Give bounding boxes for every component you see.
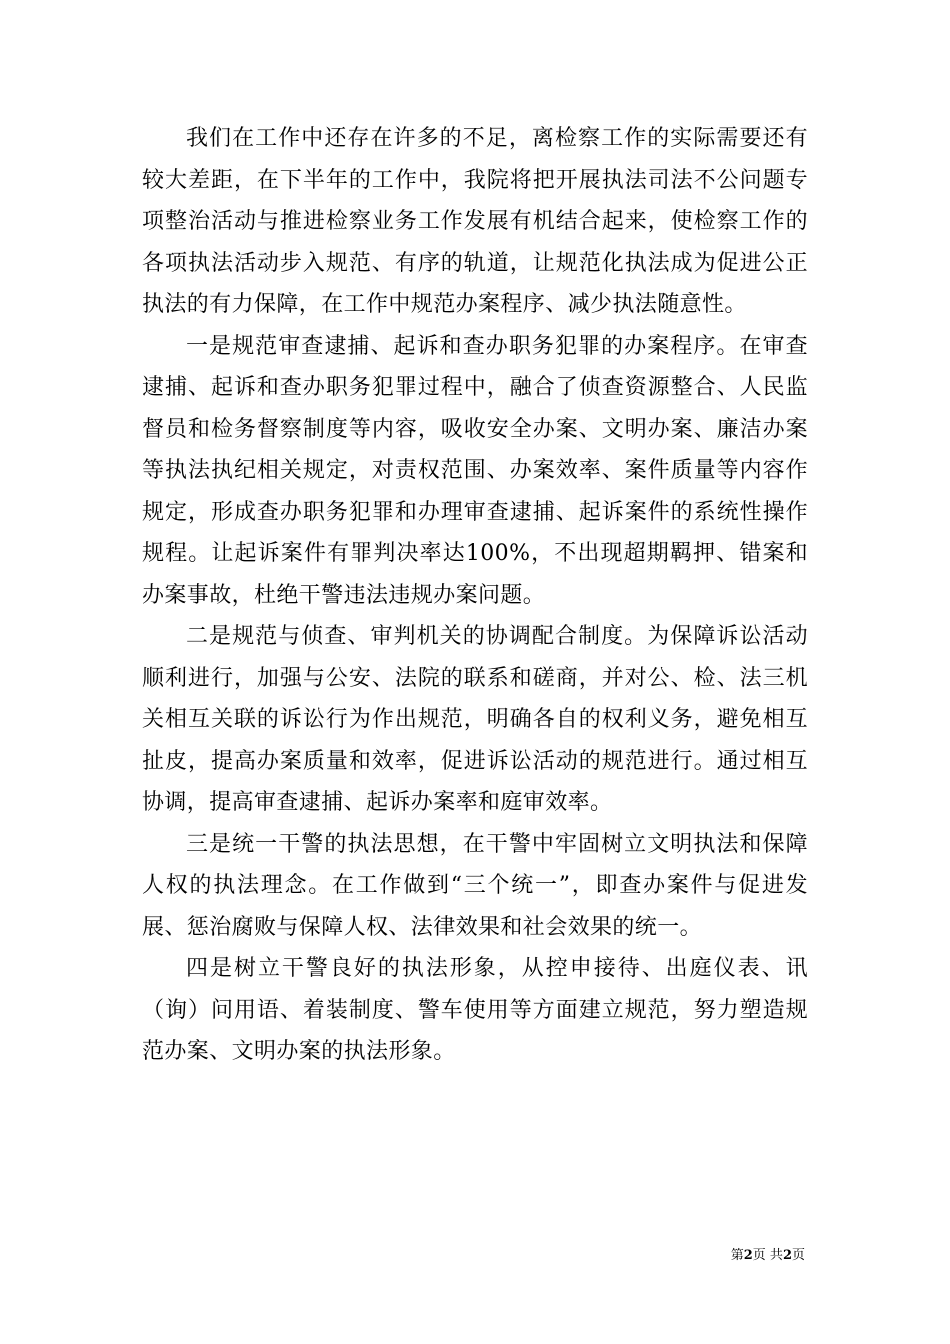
paragraph-point-one: 一是规范审查逮捕、起诉和查办职务犯罪的办案程序。在审查逮捕、起诉和查办职务犯罪过程中，融合了侦查资源整合、人民监督员和检务督察制度等内容，吸收安全办案、文明办案、廉洁办案等执法执纪相关规定，对责权范围、办案效率、案件质量等内容作规定，形成查办职务犯罪和办理审查逮捕、起诉案件的系统性操作规程。让起诉案件有罪判决率达100%，不出现超期羁押、错案和办案事故，杜绝干警违法违规办案问题。 [142, 333, 808, 608]
page-footer [731, 1248, 805, 1264]
footer-current-page: 2 [743, 1248, 753, 1263]
paragraph-shortcomings: 我们在工作中还存在许多的不足，离检察工作的实际需要还有较大差距，在下半年的工作中，我院将把开展执法司法不公问题专项整治活动与推进检察业务工作发展有机结合起来，使检察工作的各项执法活动步入规范、有序的轨道，让规范化执法成为促进公正执法的有力保障，在工作中规范办案程序、减少执法随意性。 [142, 126, 808, 317]
paragraph-point-two: 二是规范与侦查、审判机关的协调配合制度。为保障诉讼活动顺利进行，加强与公安、法院的联系和磋商，并对公、检、法三机关相互关联的诉讼行为作出规范，明确各自的权利义务，避免相互扯皮，提高办案质量和效率，促进诉讼活动的规范进行。通过相互协调，提高审查逮捕、起诉办案率和庭审效率。 [142, 624, 808, 815]
footer-total-pages: 2 [782, 1248, 792, 1263]
footer-suffix: 页 [791, 1248, 805, 1263]
footer-prefix: 第 [730, 1248, 744, 1263]
footer-middle: 页 共 [752, 1248, 783, 1263]
document-body [142, 118, 808, 1073]
paragraph-point-four: 四是树立干警良好的执法形象，从控申接待、出庭仪表、讯（询）问用语、着装制度、警车使用等方面建立规范，努力塑造规范办案、文明办案的执法形象。 [142, 956, 808, 1064]
paragraph-point-three: 三是统一干警的执法思想，在干警中牢固树立文明执法和保障人权的执法理念。在工作做到“三个统一”，即查办案件与促进发展、惩治腐败与保障人权、法律效果和社会效果的统一。 [142, 831, 808, 940]
